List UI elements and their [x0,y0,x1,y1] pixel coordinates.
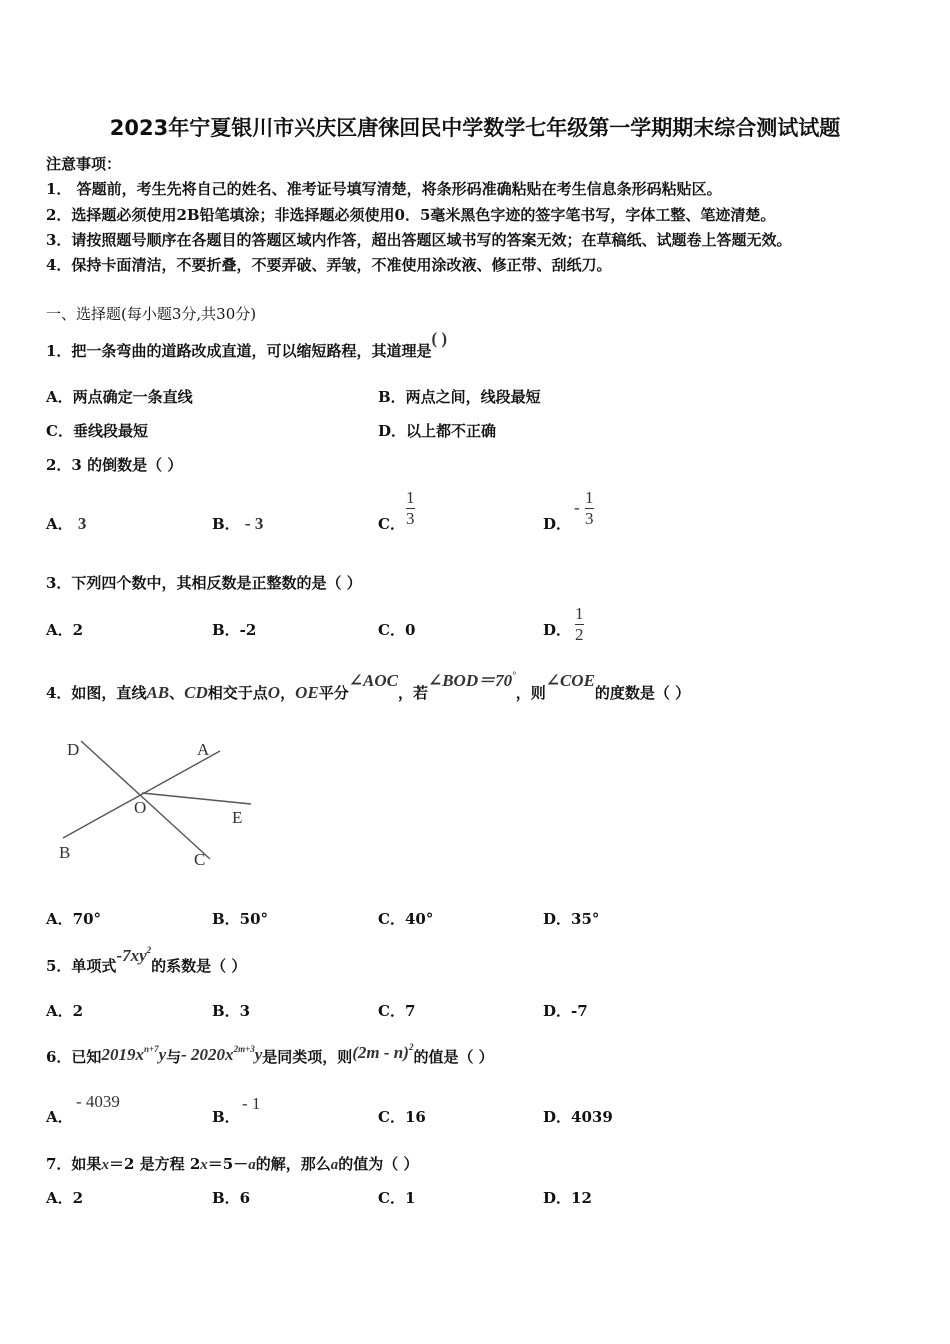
line-ab: AB [146,683,170,702]
option-d: D．以上都不正确 [378,422,497,440]
expression: (2m - n) [352,1043,409,1062]
stem-text: ， [280,684,296,702]
denominator: 3 [585,509,594,528]
option-a [46,513,86,534]
angle-coe: ∠COE [545,671,595,690]
intersecting-lines-figure [55,733,265,873]
option-c: C．40° [378,910,434,928]
option-value: 3 [77,514,87,533]
angle-aoc: ∠AOC [348,671,398,690]
stem-text: 的值是（ ） [413,1048,494,1066]
option-label: B． [212,515,240,533]
stem-text: 是同类项，则 [262,1048,353,1066]
option-value: - 3 [244,514,264,533]
option-b: B．两点之间，线段最短 [378,388,541,406]
denominator: 3 [406,509,415,528]
option-a-value: - 4039 [76,1092,120,1111]
option-b: B． [212,1108,240,1126]
option-b: B．6 [212,1189,251,1207]
fraction-one-half [575,604,584,645]
answer-paren: ( ) [431,329,448,348]
stem-text: 5．单项式 [46,957,117,975]
notice-item: 1． 答题前，考生先将自己的姓名、准考证号填写清楚，将条形码准确粘贴在考生信息条形码粘贴区。 [46,180,722,198]
line-ba [63,751,220,838]
variable-a: a [248,1157,256,1173]
option-d: D． [543,515,572,533]
question-6-stem [46,1042,494,1067]
variable-a: a [330,1157,339,1173]
option-c: C．垂线段最短 [46,422,148,440]
option-b-value: - 1 [242,1094,261,1113]
option-b: B．3 [212,1002,251,1020]
variable-x: x [101,1157,109,1173]
option-c: C．0 [378,621,416,639]
exponent: 2m+3 [233,1044,255,1054]
monomial: -7xy [116,946,147,965]
numerator: 1 [406,488,415,507]
stem-text: ＝2 是方程 2 [108,1155,201,1173]
question-4-stem [46,670,691,703]
minus-sign: - [574,498,580,517]
fraction-one-third [406,488,415,529]
exponent: 2 [146,945,152,955]
variable-x: x [200,1157,208,1173]
option-d: D．4039 [543,1108,613,1126]
option-d: D．12 [543,1189,592,1207]
option-b [212,513,263,534]
angle-bod-value: ∠BOD＝70 [427,671,513,690]
stem-text: ＝5－ [207,1155,249,1173]
notice-item: 2．选择题必须使用2B铅笔填涂；非选择题必须使用0．5毫米黑色字迹的签字笔书写，字体工整、笔迹清楚。 [46,206,776,224]
term-2: - 2020x [181,1045,234,1064]
ray-oe: OE [295,683,319,702]
stem-text: ，则 [515,684,546,702]
label-d: D [67,740,80,759]
ray-oe [142,793,251,804]
notice-heading: 注意事项： [46,155,122,173]
option-b: B．50° [212,910,269,928]
section-heading: 一、选择题(每小题3分,共30分) [46,305,257,323]
question-1-stem [46,329,448,361]
denominator: 2 [575,625,584,644]
option-d: D． [543,621,572,639]
line-cd: CD [184,683,208,702]
numerator: 1 [585,488,594,507]
option-b: B．-2 [212,621,257,639]
option-a: A．两点确定一条直线 [46,388,193,406]
term-1: 2019x [101,1045,144,1064]
option-label: A． [46,515,73,533]
page-title: 2023年宁夏银川市兴庆区唐徕回民中学数学七年级第一学期期末综合测试试题 [109,116,841,140]
stem-text: ，若 [397,684,428,702]
option-c: C．16 [378,1108,426,1126]
stem-text: 6．已知 [46,1048,102,1066]
stem-text: 平分 [318,684,349,702]
option-a: A．70° [46,910,102,928]
stem-text: 4．如图，直线 [46,684,147,702]
stem-text: 相交于点 [207,684,268,702]
option-a: A．2 [46,621,84,639]
stem-text: 与 [166,1048,182,1066]
question-5-stem [46,945,247,976]
stem-text: 的解，那么 [255,1155,331,1173]
label-o: O [134,798,147,817]
option-c: C．1 [378,1189,416,1207]
exponent: 2 [408,1042,414,1052]
stem-text: 的度数是（ ） [594,684,691,702]
stem-text: 的系数是（ ） [151,957,247,975]
option-a: A．2 [46,1002,84,1020]
label-c: C [194,850,206,869]
option-a: A． [46,1108,73,1126]
variable-y: y [158,1045,167,1064]
notice-item: 4．保持卡面清洁，不要折叠，不要弄破、弄皱，不准使用涂改液、修正带、刮纸刀。 [46,256,612,274]
exponent: n+7 [143,1044,159,1054]
question-1-text: 1．把一条弯曲的道路改成直道，可以缩短路程，其道理是 [46,342,432,360]
stem-text: 的值为（ ） [338,1155,419,1173]
stem-text: 、 [169,684,185,702]
option-c: C．7 [378,1002,416,1020]
variable-y: y [254,1045,263,1064]
degree-sign: ° [512,670,516,680]
fraction-neg-one-third [585,488,594,529]
point-o: O [267,683,281,702]
option-a: A．2 [46,1189,84,1207]
label-e: E [232,808,243,827]
notice-item: 3．请按照题号顺序在各题目的答题区域内作答，超出答题区域书写的答案无效；在草稿纸、试题卷上答题无效。 [46,231,792,249]
question-7-stem [46,1153,418,1174]
label-b: B [59,843,71,862]
numerator: 1 [575,604,584,623]
option-d: D．-7 [543,1002,588,1020]
question-3-stem: 3．下列四个数中，其相反数是正整数的是（ ） [46,574,362,592]
option-d: D．35° [543,910,600,928]
question-2-stem: 2．3 的倒数是（ ） [46,456,183,474]
stem-text: 7．如果 [46,1155,102,1173]
option-c: C． [378,515,405,533]
label-a: A [197,740,210,759]
